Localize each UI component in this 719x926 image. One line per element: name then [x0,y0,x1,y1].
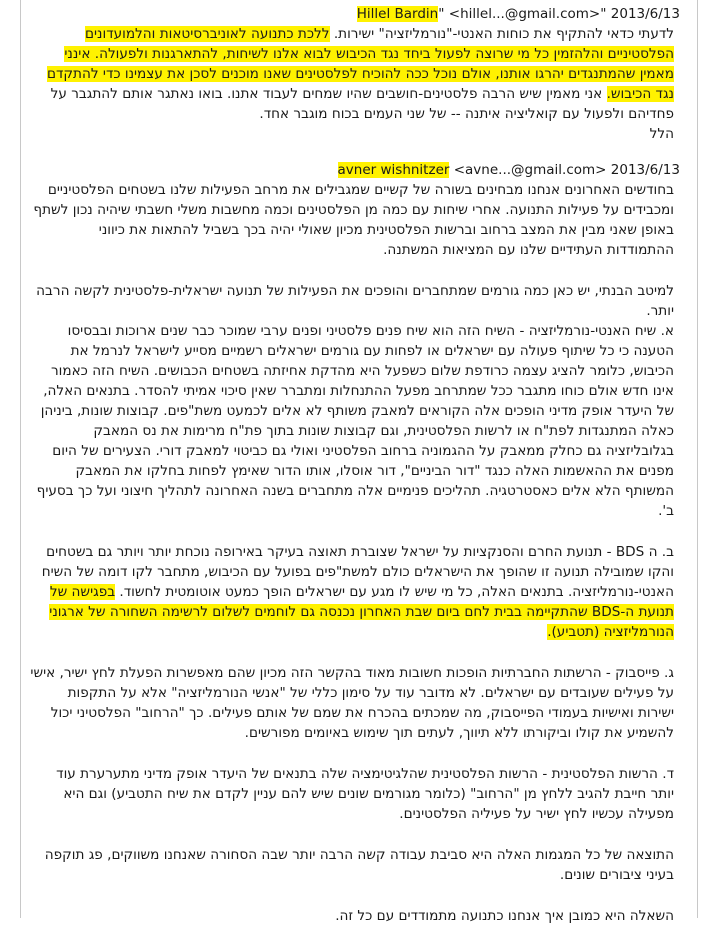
message-paragraph: א. שיח האנטי-נורמליזציה - השיח הזה הוא שיח פנים פלסטיני ופנים ערבי שמוכר כבר שנים ארוכות ובבסיסו הטענה כי כל שיתוף פעולה עם ישראלים או לפחות עם גורמים ישראלים רשמיים מסייע לישראל לנרמל את הכיבוש, כלומר להציג עצמה כרודפת שלום כשפעל היא מהדקת אחיזתה בשטחים הכבושים. השיח הזה כאמור אינו חדש אולם כוחו מתגבר ככל שמתרחב מפעל ההתנחלות ומתברר שאין סיכוי אמיתי להסדר. בתנאים האלה, של היעדר אופק מדיני הופכים אלה הקוראים למאבק משותף לא אלים לכמעט משת"פים. קבוצות שונות, ביניהן כאלה המתנגדות לפת"ח או לרשות הפלסטינית, וגם קבוצות שונות בתוך פת"ח מרימות את נס המאבק בגלובליזציה גם כחלק ממאבק על ההגמוניה ברחוב הפלסטיני ואולי גם כביטוי למאבק דורי. הצעירים של היום מפנים את ההאשמות האלה כנגד "דור הביניים", דור אוסלו, אותו הדור שאימץ לפחות בחלקו את המאבק המשותף הלא אלים כאסטרטגיה. תהליכים פנימיים אלה מתחברים בשנה האחרונה לתהליך חיצוני ועל כך בסעיף ב'. [36,323,674,519]
message-date: 2013/6/13 [610,6,680,22]
message-avner [20,156,698,926]
message-body [20,24,698,144]
message-paragraph: התוצאה של כל המגמות האלה היא סביבת עבודה קשה הרבה יותר שבה הסחורה שאנחנו משווקים, פג תוקפה בעיני ציבורים שונים. [44,847,674,883]
message-paragraph: ג. פייסבוק - הרשתות החברתיות הופכות חשובות מאוד בהקשר הזה מכיון שהם מאפשרות הפעלת לחץ ישיר, אישי על פעילים שעובדים עם ישראלים. לא מדובר עוד על סימון כללי של "אנשי הנורמליזציה" אלא על התקפות ישירות ואישיות בעמודי הפייסבוק, מה שמכתים בהכרח את שמם של אותם פעילים. כך "הרחוב" הפלסטיני יכול להשמיע את קולו וביקורתו ללא תיווך, לעתים תוך שימוש באיומים מפורשים. [30,665,674,741]
message-header: Hillel Bardin" <hillel...@gmail.com>" 2013/6/13 [356,6,680,22]
message-paragraph: למיטב הבנתי, יש כאן כמה גורמים שמתחברים והופכים את הפעילות של תנועה ישראלית-פלסטינית לקשה הרבה יותר. [36,283,674,319]
email-thread [20,0,698,924]
message-paragraph: ד. הרשות הפלסטינית - הרשות הפלסטינית שהלגיטימציה שלה בתנאים של היעדר אופק מדיני מתערערת עוד יותר חייבת להגיב ללחץ מן "הרחוב" (כלומר מגורמים שונים שיש להם עניין לקדם את שיח התטביע) וגם היא מפעילה עכשיו לחץ ישיר על פעיליה הפלסטינים. [56,766,674,822]
sender-name[interactable]: avner wishnitzer [337,162,450,178]
paragraph-text: ב. ה BDS - תנועת החרם והסנקציות על ישראל שצוברת תאוצה בעיקר באירופה נוכחת יותר ויותר גם בשטחים והקו שמובילה תנועה זו שהופך את הישראלים כולם למשת"פים בפועל עם הכיבוש, מתחבר לקו דומה של השיח האנטי-נורמליזציה. בתנאים האלה, כל מי שיש לו מגע עם ישראלים הופך כמעט אוטומטית לחשוד. [41,544,674,600]
highlighted-text: ללכת כתנועה לאוניברסיטאות והלמועדונים הפלסטיניים והלהזמין כל מי שרוצה לפעול ביחד נגד הכיבוש לבוא אלנו לשיחות, להתארגנות ולפעולה. אינני מאמין שהמתנגדים יהרגו אותנו, אולם נוכל ככה להוכיח לפלסטינים שאנו מוכנים לסכן את עצמינו כדי להתקדם נגד הכיבוש. [46,26,674,102]
sender-email[interactable]: <avne...@gmail.com> [453,162,607,178]
message-header [20,156,698,180]
signature: הלל [649,126,674,142]
sender-name[interactable]: Hillel Bardin [356,6,439,22]
message-hillel [20,0,698,144]
paragraph-text: אני מאמין שיש הרבה פלסטינים-חושבים שהיו שמחים לעבוד אתנו. בואו נאתגר אותם להתגבר על פחדיהם ולפעול עם קואליציה איתנה -- של שני העמים בכוח מוגבר אחד. [50,86,674,122]
message-paragraph: השאלה היא כמובן איך אנחנו כתנועה מתמודדים עם כל זה. [335,908,674,924]
message-paragraph [30,24,674,124]
paragraph-text: לדעתי כדאי להתקיף את כוחות האנטי-"נורמליזציה" ישירות. [329,26,674,42]
message-paragraph [30,542,674,642]
highlighted-text: בפגישה של תנועת ה-BDS שהתקיימה בבית לחם ביום שבת האחרון נכנסה גם לוחמים לשלום לרשימה השחורה של ארגוני הנורמליזציה (תטביע). [49,584,674,640]
sender-email[interactable]: <hillel...@gmail.com> [448,6,601,22]
message-body [20,180,698,926]
message-date: 2013/6/13 [610,162,680,178]
message-paragraph: בחודשים האחרונים אנחנו מבחינים בשורה של קשיים שמגבילים את מרחב הפעילות שלנו בשטחים הפלסטיניים ומכבידים על פעילות התנועה. אחרי שיחות עם כמה מן הפלסטינים וכמה מחשבות משלי חשבתי שיהיה נכון לשתף באופן שאני מבין את המצב ברחוב וברשות הפלסטינית מכיון שאולי יהיה בכך בשביל להתאות את כיווני ההתמודדות העתידיים שלנו עם המציאות המשתנה. [33,182,674,258]
